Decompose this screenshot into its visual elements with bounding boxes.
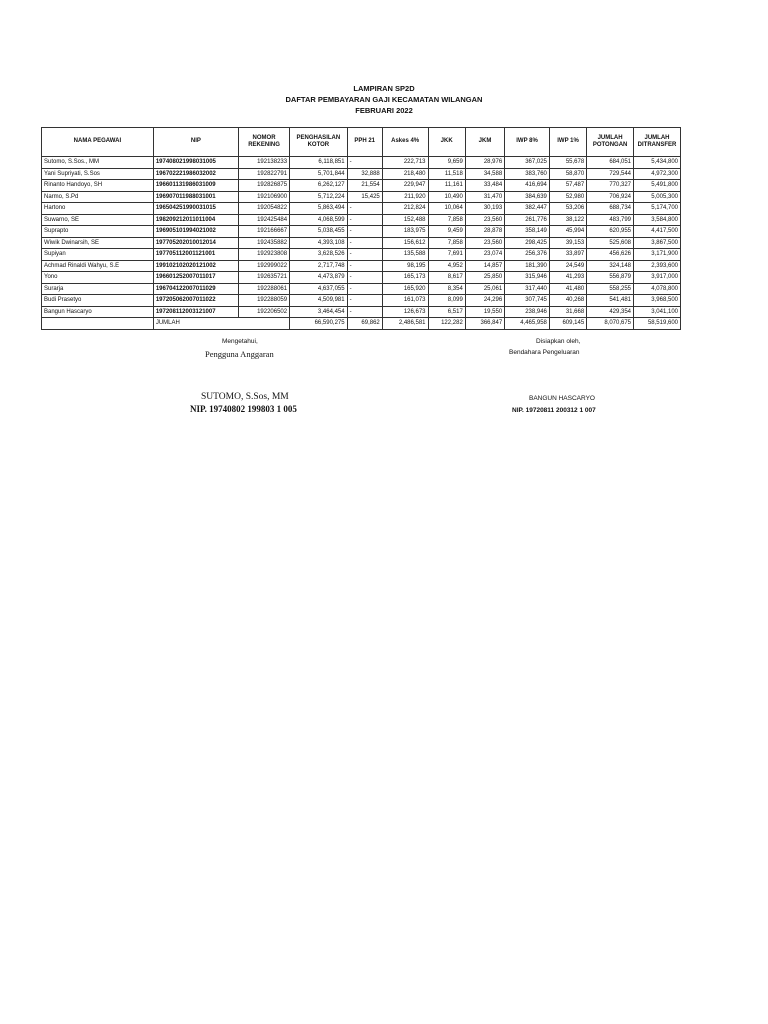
table-cell: 5,712,224 [290, 191, 348, 203]
table-cell: 192826875 [239, 180, 290, 192]
table-cell: 684,051 [587, 157, 634, 169]
table-cell: 192435882 [239, 237, 290, 249]
table-cell: 192206502 [239, 306, 290, 318]
total-cell: 366,847 [465, 318, 504, 330]
table-row [42, 168, 681, 180]
table-cell: 315,946 [505, 272, 550, 284]
table-cell: 33,897 [549, 249, 586, 261]
table-cell: 212,824 [382, 203, 428, 215]
table-cell: - [347, 272, 382, 284]
table-cell: 324,148 [587, 260, 634, 272]
total-cell: 609,145 [549, 318, 586, 330]
table-row [42, 203, 681, 215]
table-cell: 25,850 [465, 272, 504, 284]
total-cell: 2,486,581 [382, 318, 428, 330]
table-cell: 8,099 [428, 295, 465, 307]
table-cell: Achmad Rinaldi Wahyu, S.E [42, 260, 154, 272]
table-cell: 4,509,981 [290, 295, 348, 307]
table-cell: 541,481 [587, 295, 634, 307]
table-row [42, 283, 681, 295]
table-cell: - [347, 203, 382, 215]
table-cell: 9,659 [428, 157, 465, 169]
table-cell: 192106900 [239, 191, 290, 203]
right-signature-caption: Disiapkan oleh, [536, 338, 581, 345]
table-cell: 211,920 [382, 191, 428, 203]
table-cell: 9,459 [428, 226, 465, 238]
table-cell: 192166667 [239, 226, 290, 238]
total-row [42, 318, 681, 330]
total-cell: 69,862 [347, 318, 382, 330]
table-cell: Suwarno, SE [42, 214, 154, 226]
table-cell: 307,745 [505, 295, 550, 307]
table-cell: Narmo, S.Pd [42, 191, 154, 203]
table-cell: 298,425 [505, 237, 550, 249]
table-cell: 5,174,700 [634, 203, 681, 215]
table-row [42, 272, 681, 284]
table-row [42, 214, 681, 226]
left-signature-nip: NIP. 19740802 199803 1 005 [190, 404, 297, 414]
table-row [42, 295, 681, 307]
table-cell: 165,920 [382, 283, 428, 295]
table-cell: 192425484 [239, 214, 290, 226]
table-cell: 6,118,851 [290, 157, 348, 169]
table-cell: - [347, 237, 382, 249]
total-cell: 8,070,675 [587, 318, 634, 330]
table-cell: 192999022 [239, 260, 290, 272]
col-header: JKM [465, 128, 504, 157]
table-cell: 23,074 [465, 249, 504, 261]
table-cell: 57,487 [549, 180, 586, 192]
table-row [42, 226, 681, 238]
right-signature-role: Bendahara Pengeluaran [509, 349, 580, 356]
table-cell: 4,393,108 [290, 237, 348, 249]
table-cell: 33,484 [465, 180, 504, 192]
table-cell: - [347, 295, 382, 307]
table-cell: 770,327 [587, 180, 634, 192]
table-cell: 456,626 [587, 249, 634, 261]
left-signature-caption: Mengetahui, [222, 338, 258, 345]
table-cell: 41,293 [549, 272, 586, 284]
table-cell: Suprapto [42, 226, 154, 238]
table-cell: 8,354 [428, 283, 465, 295]
table-cell: 196504251990031015 [153, 203, 238, 215]
table-cell: 196905101994021002 [153, 226, 238, 238]
table-cell: 192138233 [239, 157, 290, 169]
col-header: JUMLAH DITRANSFER [634, 128, 681, 157]
table-cell: 196601252007011017 [153, 272, 238, 284]
table-cell: 11,518 [428, 168, 465, 180]
table-cell: - [347, 306, 382, 318]
table-cell: 161,073 [382, 295, 428, 307]
table-cell: 483,799 [587, 214, 634, 226]
table-cell: Yono [42, 272, 154, 284]
col-header: NOMOR REKENING [239, 128, 290, 157]
table-cell: 40,268 [549, 295, 586, 307]
table-cell: 192288059 [239, 295, 290, 307]
table-cell: 34,588 [465, 168, 504, 180]
table-cell: 39,153 [549, 237, 586, 249]
table-cell: 32,888 [347, 168, 382, 180]
payroll-table [41, 127, 681, 330]
table-cell: 156,612 [382, 237, 428, 249]
table-cell: 196907011988031001 [153, 191, 238, 203]
table-row [42, 260, 681, 272]
table-cell: 5,038,455 [290, 226, 348, 238]
table-cell: 45,994 [549, 226, 586, 238]
table-cell: 358,149 [505, 226, 550, 238]
table-cell: 53,206 [549, 203, 586, 215]
table-cell: 135,588 [382, 249, 428, 261]
table-cell: Wiwik Dwinarsih, SE [42, 237, 154, 249]
table-cell: 4,068,599 [290, 214, 348, 226]
table-cell: 15,425 [347, 191, 382, 203]
table-cell: 126,673 [382, 306, 428, 318]
table-cell: 706,924 [587, 191, 634, 203]
table-cell: 2,393,600 [634, 260, 681, 272]
total-cell: 58,519,600 [634, 318, 681, 330]
left-signature-role: Pengguna Anggaran [205, 349, 274, 359]
table-cell: 384,639 [505, 191, 550, 203]
table-cell: 4,473,879 [290, 272, 348, 284]
right-signature-nip: NIP. 19720811 200312 1 007 [512, 407, 596, 414]
table-cell: 24,296 [465, 295, 504, 307]
table-cell: 192635721 [239, 272, 290, 284]
table-row [42, 191, 681, 203]
table-cell: 14,857 [465, 260, 504, 272]
table-body [42, 157, 681, 330]
table-cell: 261,776 [505, 214, 550, 226]
table-cell: 197705202010012014 [153, 237, 238, 249]
table-cell: 3,628,526 [290, 249, 348, 261]
table-cell: 31,668 [549, 306, 586, 318]
table-cell: 24,549 [549, 260, 586, 272]
table-cell: 3,584,800 [634, 214, 681, 226]
table-cell: 367,025 [505, 157, 550, 169]
table-cell: 19,550 [465, 306, 504, 318]
table-cell: 41,480 [549, 283, 586, 295]
table-cell: Hartono [42, 203, 154, 215]
table-cell: 556,879 [587, 272, 634, 284]
table-cell: 3,171,900 [634, 249, 681, 261]
table-cell: 55,678 [549, 157, 586, 169]
table-cell [42, 318, 154, 330]
table-row [42, 249, 681, 261]
table-cell: 196704122007011029 [153, 283, 238, 295]
table-cell: 317,440 [505, 283, 550, 295]
col-header: IWP 1% [549, 128, 586, 157]
col-header: NAMA PEGAWAI [42, 128, 154, 157]
col-header: PENGHASILAN KOTOR [290, 128, 348, 157]
table-cell: 197408021998031005 [153, 157, 238, 169]
table-cell: Supiyan [42, 249, 154, 261]
table-cell: 58,870 [549, 168, 586, 180]
table-cell: 238,946 [505, 306, 550, 318]
table-cell: 6,262,127 [290, 180, 348, 192]
table-cell: 98,195 [382, 260, 428, 272]
document-title [0, 83, 768, 116]
left-signature-name: SUTOMO, S.Sos, MM [201, 392, 289, 402]
col-header: NIP [153, 128, 238, 157]
table-cell: - [347, 214, 382, 226]
table-cell: 688,734 [587, 203, 634, 215]
table-cell: 28,976 [465, 157, 504, 169]
table-cell: 5,491,800 [634, 180, 681, 192]
title-line-2: DAFTAR PEMBAYARAN GAJI KECAMATAN WILANGAN [285, 95, 483, 104]
total-cell: 4,465,958 [505, 318, 550, 330]
table-cell: 38,122 [549, 214, 586, 226]
table-cell: 382,447 [505, 203, 550, 215]
table-cell: 5,863,494 [290, 203, 348, 215]
table-cell: 23,560 [465, 237, 504, 249]
table-cell: 197705112001121001 [153, 249, 238, 261]
table-cell: 197205062007011022 [153, 295, 238, 307]
table-cell: 7,691 [428, 249, 465, 261]
table-cell: - [347, 260, 382, 272]
table-cell: 620,955 [587, 226, 634, 238]
total-label: JUMLAH [153, 318, 289, 330]
table-cell: 4,952 [428, 260, 465, 272]
total-cell: 122,282 [428, 318, 465, 330]
table-cell: Yani Supriyati, S.Sos [42, 168, 154, 180]
table-cell: 165,173 [382, 272, 428, 284]
table-cell: 52,980 [549, 191, 586, 203]
table-cell: 28,878 [465, 226, 504, 238]
table-cell: 525,608 [587, 237, 634, 249]
right-signature-name: BANGUN HASCARYO [529, 395, 595, 402]
table-cell: 192288061 [239, 283, 290, 295]
col-header: IWP 8% [505, 128, 550, 157]
table-cell: 196601131986031009 [153, 180, 238, 192]
table-cell: 3,464,454 [290, 306, 348, 318]
table-cell: 152,488 [382, 214, 428, 226]
table-cell: 3,867,500 [634, 237, 681, 249]
col-header: Askes 4% [382, 128, 428, 157]
table-cell: 8,617 [428, 272, 465, 284]
table-cell: 4,637,055 [290, 283, 348, 295]
table-cell: 197208112003121007 [153, 306, 238, 318]
table-cell: 3,917,000 [634, 272, 681, 284]
table-cell: 4,078,800 [634, 283, 681, 295]
table-header-row [42, 128, 681, 157]
table-cell: 416,694 [505, 180, 550, 192]
table-cell: 429,354 [587, 306, 634, 318]
table-cell: 2,717,748 [290, 260, 348, 272]
table-row [42, 180, 681, 192]
table-cell: 10,490 [428, 191, 465, 203]
table-cell: Rinanto Handoyo, SH [42, 180, 154, 192]
table-cell: 5,701,844 [290, 168, 348, 180]
title-line-1: LAMPIRAN SP2D [353, 84, 415, 93]
table-cell: 25,061 [465, 283, 504, 295]
table-cell: 7,858 [428, 237, 465, 249]
table-cell: 192923808 [239, 249, 290, 261]
col-header: PPH 21 [347, 128, 382, 157]
table-cell: 5,434,800 [634, 157, 681, 169]
table-cell: - [347, 226, 382, 238]
table-row [42, 306, 681, 318]
table-cell: 218,480 [382, 168, 428, 180]
table-cell: 7,858 [428, 214, 465, 226]
table-cell: 6,517 [428, 306, 465, 318]
table-cell: Budi Prasetyo [42, 295, 154, 307]
table-row [42, 237, 681, 249]
table-cell: - [347, 157, 382, 169]
table-cell: 11,161 [428, 180, 465, 192]
table-cell: 729,544 [587, 168, 634, 180]
table-row [42, 157, 681, 169]
table-cell: 30,193 [465, 203, 504, 215]
table-cell: 196702221986032002 [153, 168, 238, 180]
table-cell: Bangun Hascaryo [42, 306, 154, 318]
table-cell: 3,041,100 [634, 306, 681, 318]
col-header: JKK [428, 128, 465, 157]
table-cell: 10,064 [428, 203, 465, 215]
table-cell: 5,005,300 [634, 191, 681, 203]
table-cell: - [347, 249, 382, 261]
table-cell: 222,713 [382, 157, 428, 169]
table-cell: 383,760 [505, 168, 550, 180]
table-cell: 181,390 [505, 260, 550, 272]
table-cell: 198209212011011004 [153, 214, 238, 226]
table-cell: 183,975 [382, 226, 428, 238]
table-cell: 21,554 [347, 180, 382, 192]
table-cell: 4,417,500 [634, 226, 681, 238]
table-cell: - [347, 283, 382, 295]
table-cell: 192822791 [239, 168, 290, 180]
table-cell: 192054822 [239, 203, 290, 215]
table-cell: 4,972,300 [634, 168, 681, 180]
table-cell: 558,255 [587, 283, 634, 295]
table-cell: 3,968,500 [634, 295, 681, 307]
title-line-3: FEBRUARI 2022 [355, 106, 413, 115]
table-cell: 23,560 [465, 214, 504, 226]
table-cell: 199102102020121002 [153, 260, 238, 272]
table-cell: Sutomo, S.Sos., MM [42, 157, 154, 169]
total-cell: 66,590,275 [290, 318, 348, 330]
table-cell: 229,947 [382, 180, 428, 192]
table-cell: 31,470 [465, 191, 504, 203]
col-header: JUMLAH POTONGAN [587, 128, 634, 157]
table-cell: Surarja [42, 283, 154, 295]
table-cell: 256,376 [505, 249, 550, 261]
